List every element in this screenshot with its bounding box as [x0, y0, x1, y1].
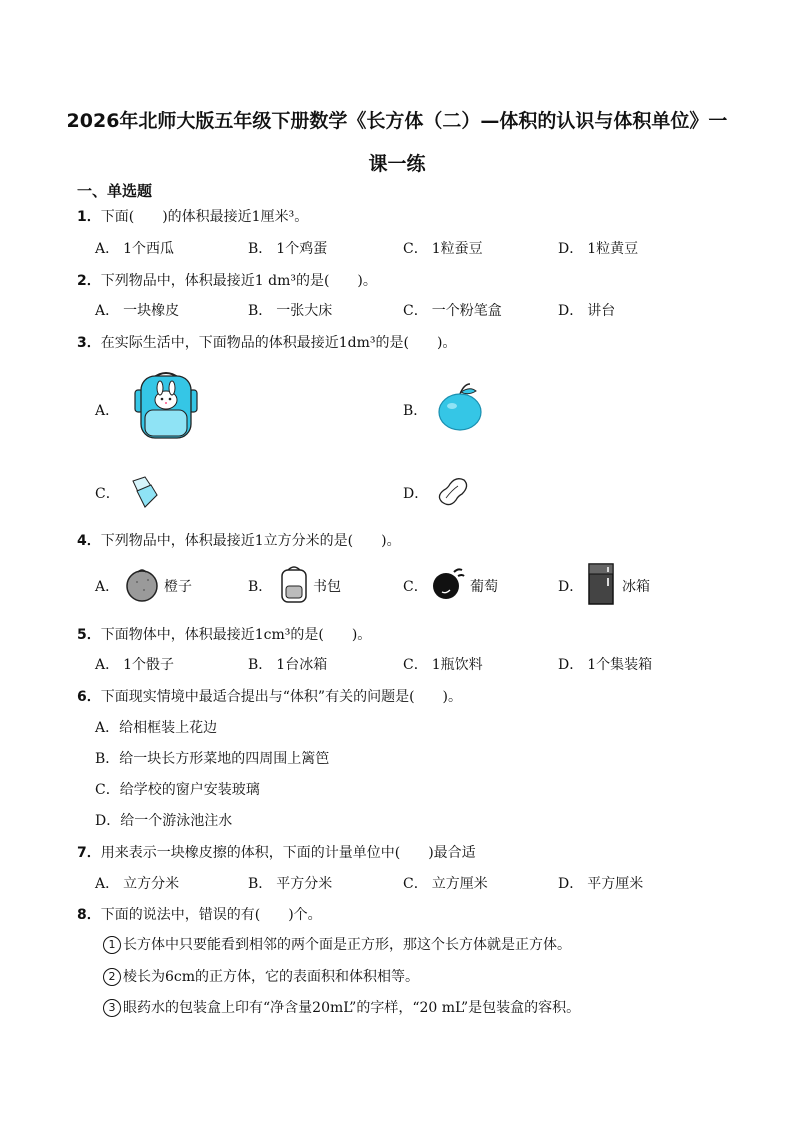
q3-option-d[interactable]: D．: [403, 486, 429, 502]
doc-title-line2: 课一练: [368, 153, 426, 175]
q1-option-a[interactable]: A． 1个西瓜: [95, 241, 175, 257]
peanut-icon: [434, 474, 472, 514]
q2-option-a[interactable]: A． 一块橡皮: [95, 303, 180, 319]
q3-option-a[interactable]: A．: [95, 403, 120, 419]
q2-option-b[interactable]: B． 一张大床: [248, 303, 333, 319]
q6-option-a[interactable]: A．给相框装上花边: [95, 720, 218, 736]
section-heading: 一、单选题: [77, 182, 153, 200]
q5-option-d[interactable]: D． 1个集装箱: [558, 657, 653, 673]
q5-option-b[interactable]: B． 1台冰箱: [248, 657, 328, 673]
question-4: 4．下列物品中，体积最接近1立方分米的是( )。: [77, 533, 401, 549]
question-1: [77, 206, 308, 226]
q2-option-d[interactable]: D． 讲台: [558, 303, 616, 319]
q7-option-b[interactable]: B． 平方分米: [248, 876, 333, 892]
question-8: 8．下面的说法中，错误的有( )个。: [77, 907, 322, 923]
eraser-icon: [125, 473, 163, 515]
fridge-icon: [587, 562, 615, 610]
question-3: 3．在实际生活中，下面物品的体积最接近1dm³的是( )。: [77, 335, 457, 351]
q1-option-d[interactable]: D． 1粒黄豆: [558, 241, 639, 257]
q4-option-b[interactable]: B．: [248, 579, 273, 595]
orange-icon: [124, 566, 160, 606]
backpack-icon: [127, 370, 205, 446]
q5-option-a[interactable]: A． 1个骰子: [95, 657, 175, 673]
q2-option-c[interactable]: C． 一个粉笔盒: [403, 303, 502, 319]
q7-option-a[interactable]: A． 立方分米: [95, 876, 180, 892]
circled-number: 2: [103, 968, 121, 986]
question-6: 6．下面现实情境中最适合提出与“体积”有关的问题是( )。: [77, 689, 462, 705]
q3-option-b[interactable]: B．: [403, 403, 428, 419]
q4-option-a-label: 橙子: [164, 579, 192, 595]
q8-statement-2: 2 棱长为6cm的正方体，它的表面积和体积相等。: [103, 966, 419, 986]
q4-option-a[interactable]: A．: [95, 579, 120, 595]
question-text: 下面( )的体积最接近1厘米³。: [100, 209, 309, 225]
question-number: 1．: [77, 209, 101, 225]
q3-option-c[interactable]: C．: [95, 486, 120, 502]
question-5: 5．下面物体中，体积最接近1cm³的是( )。: [77, 627, 372, 643]
q8-statement-1: 1 长方体中只要能看到相邻的两个面是正方形，那这个长方体就是正方体。: [103, 934, 571, 954]
doc-title-line1: 2026年北师大版五年级下册数学《长方体（二）—体积的认识与体积单位》一: [66, 110, 728, 132]
question-2: 2．下列物品中，体积最接近1 dm³的是( )。: [77, 273, 377, 289]
circled-number: 3: [103, 999, 121, 1017]
q4-option-d-label: 冰箱: [622, 579, 650, 595]
grape-icon: [430, 564, 468, 606]
q4-option-c-label: 葡萄: [470, 579, 498, 595]
q1-option-c[interactable]: C． 1粒蚕豆: [403, 241, 483, 257]
q4-option-d[interactable]: D．: [558, 579, 584, 595]
q8-statement-3: 3 眼药水的包装盒上印有“净含量20mL”的字样，“20 mL”是包装盒的容积。: [103, 997, 580, 1017]
q4-option-c[interactable]: C．: [403, 579, 428, 595]
q7-option-d[interactable]: D． 平方厘米: [558, 876, 644, 892]
q5-option-c[interactable]: C． 1瓶饮料: [403, 657, 483, 673]
schoolbag-icon: [278, 564, 310, 608]
apple-icon: [434, 382, 486, 436]
q6-option-c[interactable]: C．给学校的窗户安装玻璃: [95, 782, 260, 798]
q6-option-b[interactable]: B．给一块长方形菜地的四周围上篱笆: [95, 751, 330, 767]
q6-option-d[interactable]: D．给一个游泳池注水: [95, 813, 233, 829]
q4-option-b-label: 书包: [313, 579, 341, 595]
circled-number: 1: [103, 936, 121, 954]
q1-option-b[interactable]: B． 1个鸡蛋: [248, 241, 328, 257]
question-7: 7．用来表示一块橡皮擦的体积，下面的计量单位中( )最合适: [77, 845, 476, 861]
q7-option-c[interactable]: C． 立方厘米: [403, 876, 488, 892]
